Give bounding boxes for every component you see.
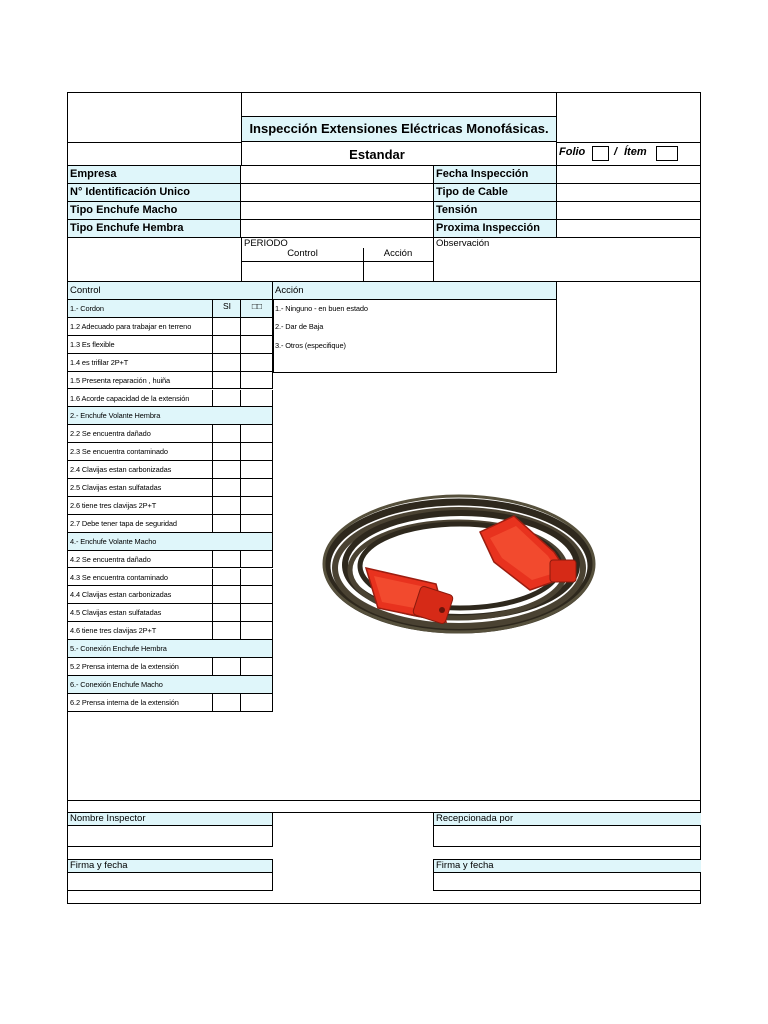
checklist-no-cell[interactable] [241, 425, 273, 443]
info-value-right[interactable] [557, 220, 700, 238]
firma-fecha-left-label: Firma y fecha [67, 859, 273, 873]
checklist-si-cell[interactable] [213, 461, 241, 479]
info-value-left[interactable] [241, 220, 433, 238]
si-header: SI [222, 301, 232, 311]
header-top-band [241, 92, 557, 117]
checklist-no-cell[interactable] [241, 551, 273, 569]
checklist-item: 1.4 es trifilar 2P+T [67, 354, 213, 372]
checklist-no-cell[interactable] [241, 336, 273, 354]
checklist-no-cell[interactable] [241, 497, 273, 515]
info-label-left: N° Identificación Unico [68, 184, 241, 202]
extension-cord-image [318, 480, 600, 650]
checklist-item: 2.5 Clavijas estan sulfatadas [67, 479, 213, 497]
observacion-input[interactable] [434, 250, 700, 281]
checklist-item: 1.6 Acorde capacidad de la extensión [67, 390, 213, 408]
checklist-item: 2.4 Clavijas estan carbonizadas [67, 461, 213, 479]
periodo-control-input[interactable] [242, 262, 363, 281]
checklist-si-cell[interactable] [213, 604, 241, 622]
checklist-si-cell[interactable] [213, 515, 241, 533]
info-label-left: Empresa [68, 166, 241, 184]
checklist-si-cell[interactable] [213, 658, 241, 676]
checklist-no-cell[interactable] [241, 318, 273, 336]
item-label: Ítem [624, 146, 647, 158]
firma-fecha-right-input[interactable] [433, 873, 701, 891]
periodo-accion-header: Acción [383, 248, 413, 259]
info-value-left[interactable] [241, 166, 433, 184]
accion-header: Acción [273, 282, 557, 300]
periodo-label: PERIODO [244, 238, 288, 249]
checklist-item: 4.5 Clavijas estan sulfatadas [67, 604, 213, 622]
checklist-no-cell[interactable] [241, 461, 273, 479]
checklist-si-cell[interactable] [213, 443, 241, 461]
checklist-si-cell[interactable] [213, 586, 241, 604]
checklist-section: 4.- Enchufe Volante Macho [67, 533, 273, 551]
checklist-item: 1.5 Presenta reparación , huiña [67, 372, 213, 390]
checklist-no-cell[interactable] [241, 515, 273, 533]
recepcionada-input[interactable] [433, 826, 701, 847]
info-label-right: Proxima Inspección [433, 220, 557, 238]
checklist-si-cell[interactable] [213, 479, 241, 497]
info-value-left[interactable] [241, 184, 433, 202]
checklist-no-cell[interactable] [241, 390, 273, 408]
checklist-item: 6.2 Prensa interna de la extensión [67, 694, 213, 712]
control-header: Control [68, 282, 273, 300]
info-label-left: Tipo Enchufe Hembra [68, 220, 241, 238]
info-label-right: Fecha Inspección [433, 166, 557, 184]
nombre-inspector-label: Nombre Inspector [67, 812, 273, 826]
checklist-section: 5.- Conexión Enchufe Hembra [67, 640, 273, 658]
accion-option: 2.- Dar de Baja [275, 322, 324, 331]
no-header: □□ [251, 301, 263, 311]
checklist-si-cell[interactable] [213, 336, 241, 354]
checklist-section: 2.- Enchufe Volante Hembra [67, 407, 273, 425]
checklist-si-cell[interactable] [213, 497, 241, 515]
periodo-control-header: Control [287, 248, 318, 259]
checklist-no-cell[interactable] [241, 586, 273, 604]
checklist-item: 1.3 Es flexible [67, 336, 213, 354]
accion-option: 1.- Ninguno - en buen estado [275, 304, 368, 313]
checklist-item: 1.2 Adecuado para trabajar en terreno [67, 318, 213, 336]
checklist-item: 2.6 tiene tres clavijas 2P+T [67, 497, 213, 515]
checklist-no-cell[interactable] [241, 354, 273, 372]
observacion-label: Observación [436, 238, 490, 249]
checklist-si-cell[interactable] [213, 425, 241, 443]
checklist-si-cell[interactable] [213, 372, 241, 390]
checklist-no-cell[interactable] [241, 443, 273, 461]
info-label-right: Tensión [433, 202, 557, 220]
recepcionada-label: Recepcionada por [433, 812, 701, 826]
checklist-si-cell[interactable] [213, 354, 241, 372]
checklist-item: 4.6 tiene tres clavijas 2P+T [67, 622, 213, 640]
info-label-left: Tipo Enchufe Macho [68, 202, 241, 220]
checklist-item: 2.7 Debe tener tapa de seguridad [67, 515, 213, 533]
checklist-no-cell[interactable] [241, 479, 273, 497]
info-value-right[interactable] [557, 202, 700, 220]
checklist-si-cell[interactable] [213, 569, 241, 587]
checklist-si-cell[interactable] [213, 694, 241, 712]
checklist-item: 1.- Cordon [67, 300, 213, 318]
accion-option: 3.- Otros (especifique) [275, 341, 346, 350]
checklist-item: 5.2 Prensa interna de la extensión [67, 658, 213, 676]
page-title: Inspección Extensiones Eléctricas Monofásicas. [242, 117, 556, 142]
firma-fecha-left-input[interactable] [67, 873, 273, 891]
checklist-si-cell[interactable] [213, 318, 241, 336]
checklist-no-cell[interactable] [241, 372, 273, 390]
periodo-accion-input[interactable] [364, 262, 433, 281]
checklist-item: 2.3 Se encuentra contaminado [67, 443, 213, 461]
checklist-no-cell[interactable] [241, 604, 273, 622]
info-value-left[interactable] [241, 202, 433, 220]
checklist-item: 4.2 Se encuentra dañado [67, 551, 213, 569]
info-value-right[interactable] [557, 166, 700, 184]
folio-input[interactable] [592, 146, 609, 161]
info-label-right: Tipo de Cable [433, 184, 557, 202]
folio-label: Folio [559, 146, 586, 158]
checklist-no-cell[interactable] [241, 622, 273, 640]
checklist-si-cell[interactable] [213, 622, 241, 640]
page-subtitle: Estandar [349, 147, 405, 162]
folio-slash: / [614, 146, 618, 158]
info-value-right[interactable] [557, 184, 700, 202]
nombre-inspector-input[interactable] [67, 826, 273, 847]
checklist-item: 2.2 Se encuentra dañado [67, 425, 213, 443]
checklist-no-cell[interactable] [241, 694, 273, 712]
checklist-section: 6.- Conexión Enchufe Macho [67, 676, 273, 694]
checklist-item: 4.4 Clavijas estan carbonizadas [67, 586, 213, 604]
firma-fecha-right-label: Firma y fecha [433, 859, 701, 873]
checklist-si-cell[interactable] [213, 551, 241, 569]
checklist-si-cell[interactable] [213, 390, 241, 408]
checklist-item: 4.3 Se encuentra contaminado [67, 569, 213, 587]
checklist-no-cell[interactable] [241, 658, 273, 676]
checklist-no-cell[interactable] [241, 569, 273, 587]
item-input[interactable] [656, 146, 678, 161]
